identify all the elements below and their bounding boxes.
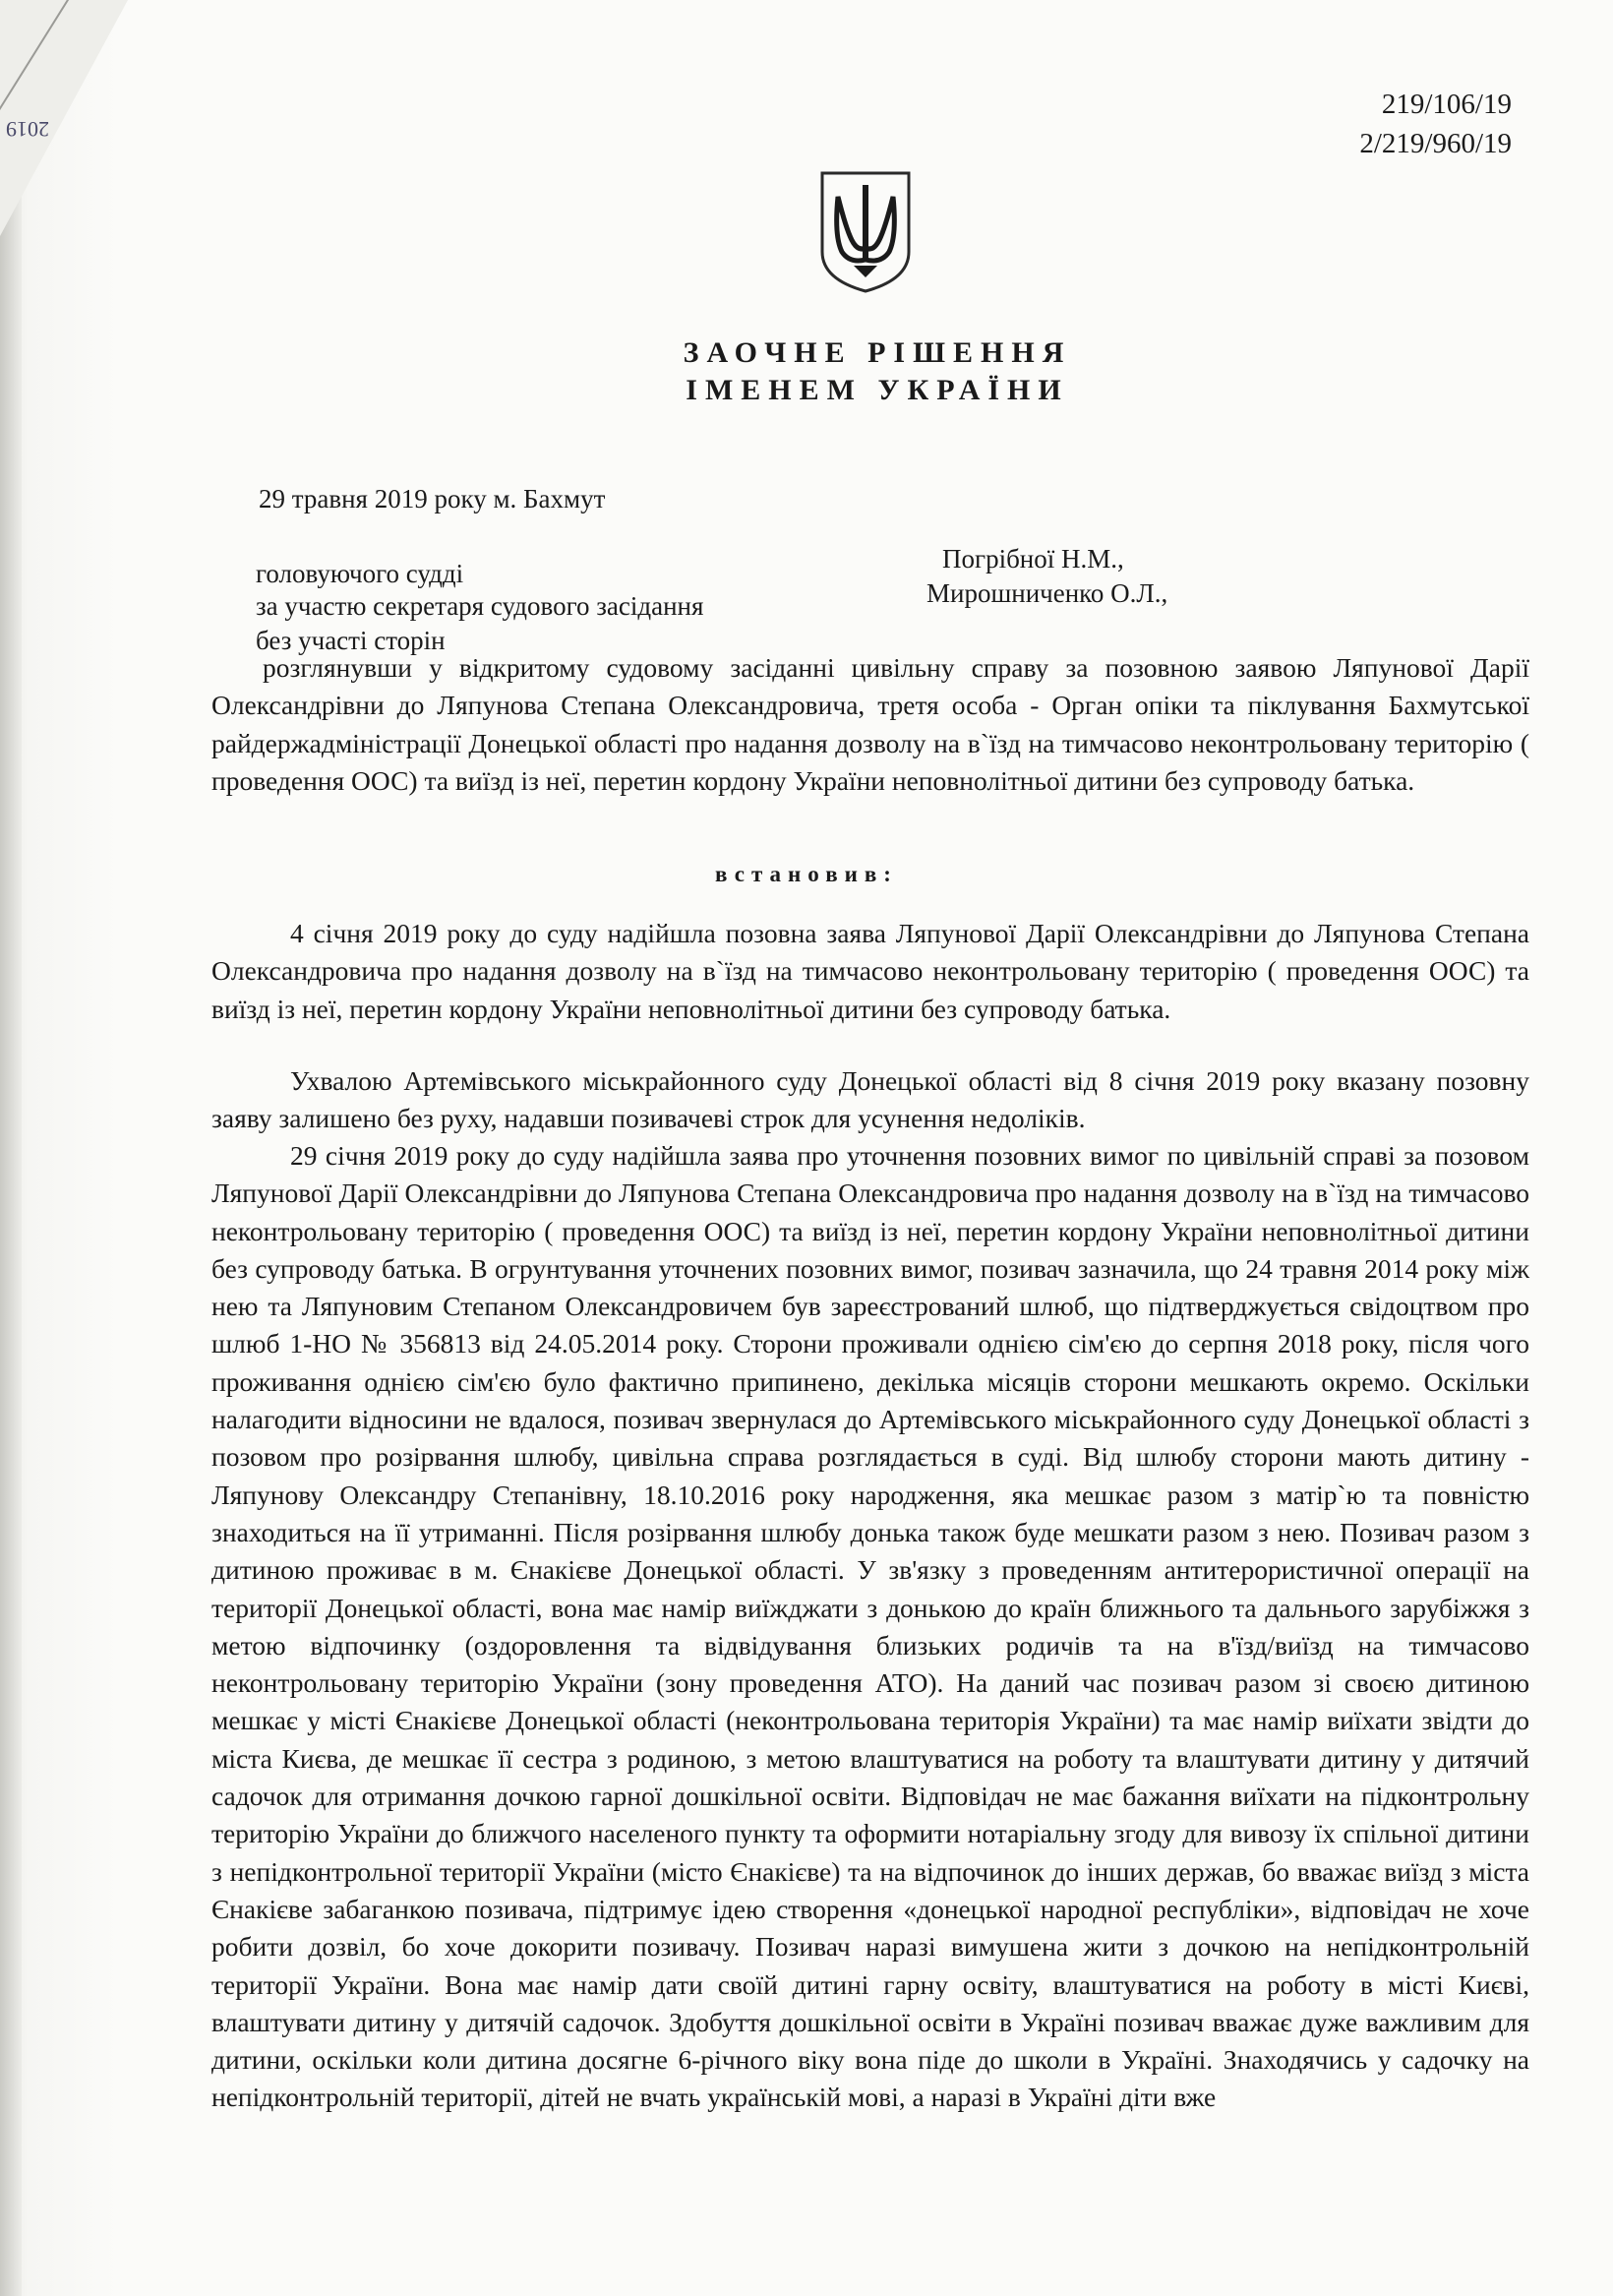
secretary-label: за участю секретаря судового засідання: [256, 591, 704, 621]
date-place: 29 травня 2019 року м. Бахмут: [259, 484, 606, 514]
case-number-2: 2/219/960/19: [1359, 128, 1512, 159]
presiding-label: головуючого судді: [256, 559, 464, 588]
paragraph-2: Ухвалою Артемівського міськрайонного суду Донецької області від 8 січня 2019 року вказану позовну заяву залишено без руху, надавши позивачеві строк для усунення недоліків.: [211, 1065, 1529, 1134]
scan-edge-shadow: [0, 0, 22, 2296]
document-subtitle: ІМЕНЕМ УКРАЇНИ: [686, 374, 1069, 406]
secretary-name: Мирошниченко О.Л.,: [926, 578, 1168, 608]
established-heading: встановив:: [715, 862, 898, 886]
trident-emblem-icon: [816, 169, 915, 295]
side-stamp: 2019: [6, 117, 49, 142]
presiding-name: Погрібної Н.М.,: [942, 544, 1124, 574]
paragraph-1: 4 січня 2019 року до суду надійшла позовна заява Ляпунової Дарії Олександрівни до Ляпунова Степана Олександровича про надання дозволу на в`їзд на тимчасово неконтрольовану територію ( проведення ООС) та виїзд із неї, перетин кордону України неповнолітньої дитини без супроводу батька.: [211, 918, 1529, 1024]
parties-label: без участі сторін: [256, 626, 446, 655]
paragraph-3: 29 січня 2019 року до суду надійшла заява про уточнення позовних вимог по цивільній справі за позовом Ляпунової Дарії Олександрівни до Ляпунова Степана Олександровича про надання дозволу на в`їзд на тимчасово неконтрольовану територію ( проведення ООС) та виїзд із неї, перетин кордону України неповнолітньої дитини без супроводу батька. В огрунтування уточнених позовних вимог, позивач зазначила, що 24 травня 2014 року між нею та Ляпуновим Степаном Олександровичем був зареєстрований шлюб, що підтверджується свідоцтвом про шлюб 1-НО № 356813 від 24.05.2014 року. Сторони проживали однією сім'єю до серпня 2018 року, після чого проживання однією сім'єю було фактично припинено, декілька місяців сторони мешкають окремо. Оскільки налагодити відносини не вдалося, позивач звернулася до Артемівського міськрайонного суду Донецької області з позовом про розірвання шлюбу, цивільна справа розглядається в суді. Від шлюбу сторони мають дитину - Ляпунову Олександру Степанівну, 18.10.2016 року народження, яка мешкає разом з матір`ю та повністю знаходиться на її утриманні. Після розірвання шлюбу донька також буде мешкати разом з нею. Позивач разом з дитиною проживає в м. Єнакієве Донецької області. У зв'язку з проведенням антитерористичної операції на території Донецької області, вона має намір виїжджати з донькою до країн ближнього та дальнього зарубіжжя з метою відпочинку (оздоровлення та відвідування близьких родичів та на в'їзд/виїзд на тимчасово неконтрольовану територію України (зону проведення АТО). На даний час позивач разом зі своєю дитиною мешкає у місті Єнакієве Донецької області (неконтрольована територія України) та має намір виїхати звідти до міста Києва, де мешкає її сестра з родиною, з метою влаштуватися на роботу та влаштувати дитину у дитячий садочок для отримання дочкою гарної дошкільної освіти. Відповідач не має бажання виїхати на підконтрольну територію України до ближчого населеного пункту та оформити нотаріальну згоду для вивозу їх спільної дитини з непідконтрольної території України (місто Єнакієве) та на відпочинок до інших держав, бо вважає виїзд з міста Єнакієве забаганкою позивача, підтримує ідею створення «донецької народної республіки», відповідач не хоче робити дозвіл, бо хоче докорити позивачу. Позивач наразі вимушена жити з дочкою на непідконтрольній території України. Вона має намір дати своїй дитині гарну освіту, влаштуватися на роботу в місті Києві, влаштувати дитину у дитячій садочок. Здобуття дошкільної освіти в Україні позивач вважає дуже важливим для дитини, оскільки коли дитина досягне 6-річного віку вона піде до школи в Україні. Знаходячись у садочку на непідконтрольній території, дітей не вчать українській мові, а наразі в Україні діти вже: [211, 1140, 1529, 2113]
document-title: ЗАОЧНЕ РІШЕННЯ: [683, 336, 1072, 369]
intro-paragraph: розглянувши у відкритому судовому засіданні цивільну справу за позовною заявою Ляпунової Дарії Олександрівни до Ляпунова Степана Олександровича, третя особа - Орган опіки та піклування Бахмутської райдержадміністрації Донецької області про надання дозволу на в`їзд на тимчасово неконтрольовану територію ( проведення ООС) та виїзд із неї, перетин кордону України неповнолітньої дитини без супроводу батька.: [211, 652, 1529, 796]
case-number-1: 219/106/19: [1381, 89, 1512, 120]
case-numbers: [1359, 85, 1512, 163]
